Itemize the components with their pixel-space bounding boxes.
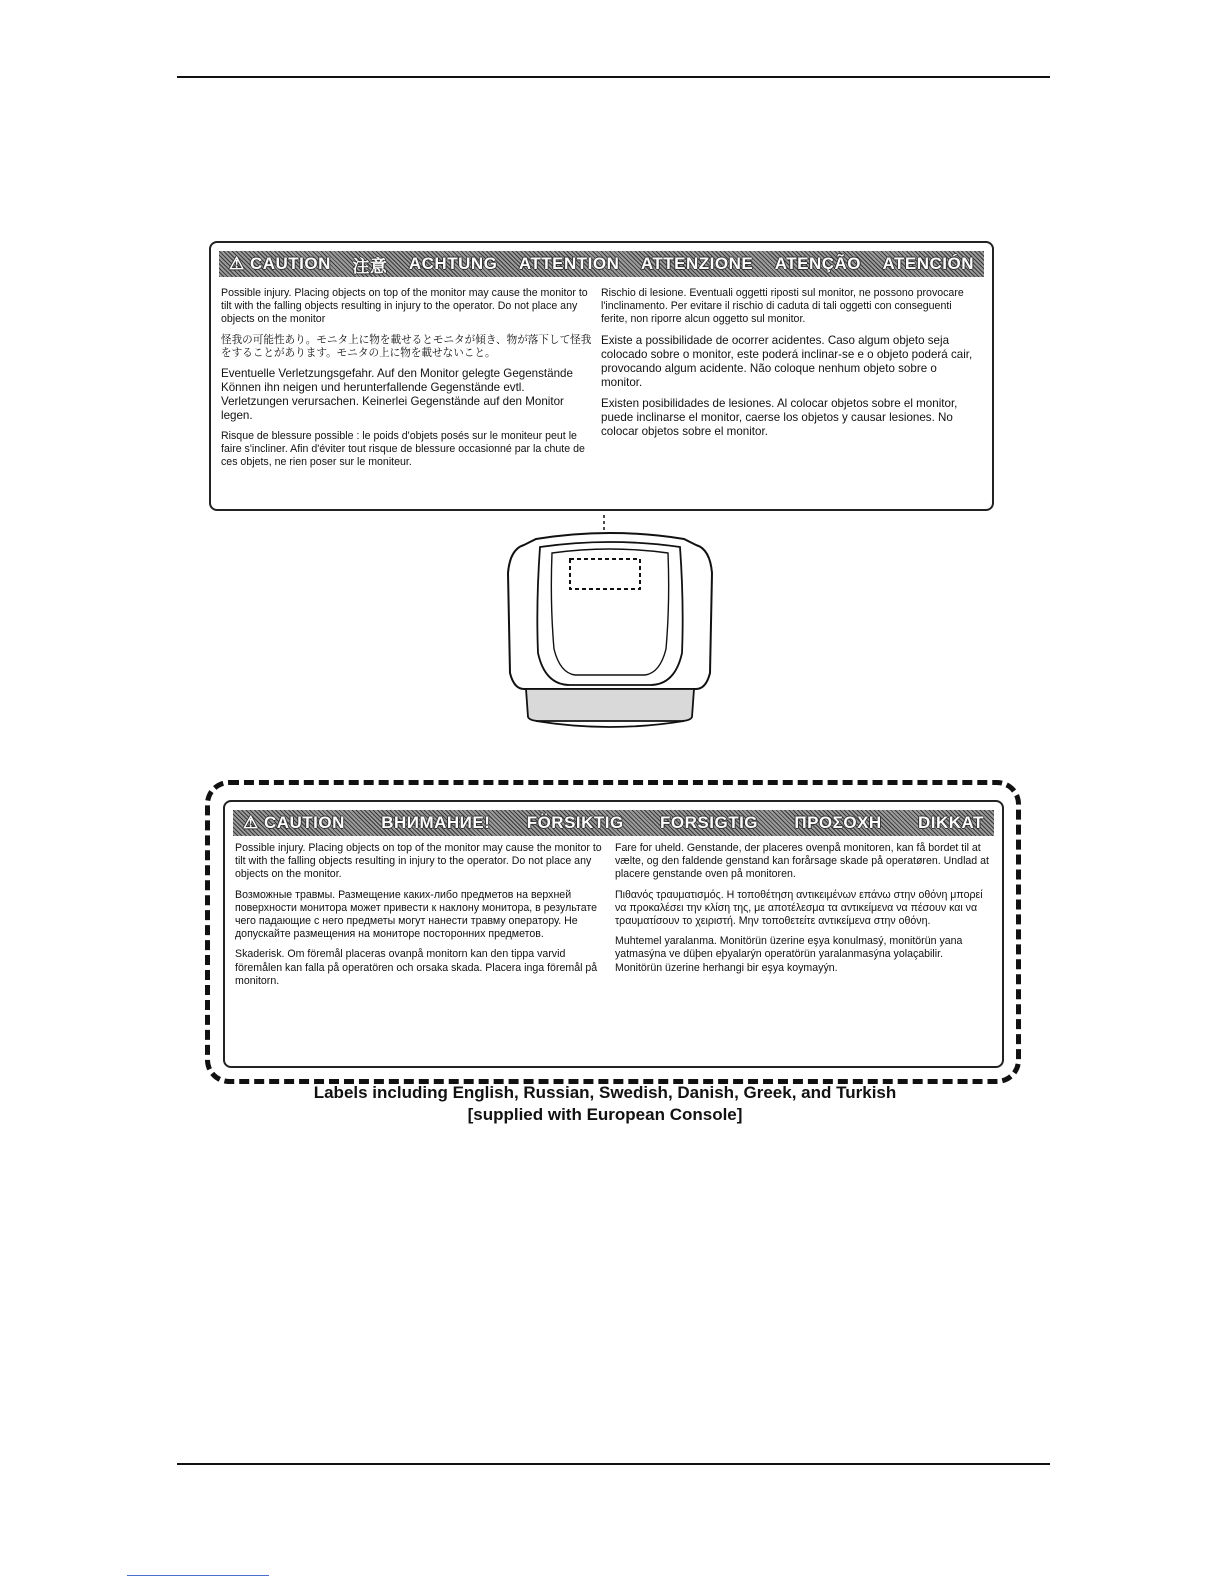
figure-caption-line2: [supplied with European Console]	[467, 1105, 743, 1124]
footer-link-underline	[127, 1575, 269, 1576]
caution-banner	[233, 810, 994, 836]
banner-word: ACHTUNG	[408, 254, 498, 273]
header-rule	[177, 76, 1050, 78]
banner-word: ⚠ CAUTION	[229, 254, 331, 273]
warning-text-german: Eventuelle Verletzungsgefahr. Auf den Monitor gelegte Gegenstände Können ihn neigen und herunterfallende Gegenstände evtl. Verletzungen verursachen. Keinerlei Gegenstände auf den Monitor legen.	[221, 367, 573, 423]
label-column-right	[615, 842, 993, 982]
warning-text-french: Risque de blessure possible : le poids d'objets posés sur le moniteur peut le faire s'incliner. Afin d'éviter tout risque de blessure occasionné par la chute de ces objets, ne rien poser sur le moniteur.	[221, 430, 585, 469]
banner-word: ATTENZIONE	[640, 254, 754, 273]
caution-label-european	[223, 800, 1004, 1068]
warning-text-english: Possible injury. Placing objects on top of the monitor may cause the monitor to tilt with the falling objects resulting in injury to the operator. Do not place any objects on the monitor	[221, 287, 588, 326]
banner-word: ВНИМАНИЕ!	[381, 813, 491, 832]
warning-text-russian: Возможные травмы. Размещение каких-либо предметов на верхней поверхности монитора может привести к наклону монитора, в результате чего падающие с него предметы могут нанести травму оператору. Не допускайте размещения на мониторе посторонних предметов.	[235, 888, 597, 941]
banner-word: ATENÇÃO	[774, 254, 861, 273]
warning-text-turkish: Muhtemel yaralanma. Monitörün üzerine eşya konulmasý, monitörün yana yatmasýna ve düþen eþyalarýn operatörün yaralanmasýna yolaçabilir. Monitörün üzerine herhangi bir eşya koymayýn.	[615, 935, 963, 974]
warning-text-italian: Rischio di lesione. Eventuali oggetti riposti sul monitor, ne possono provocare l'inclinamento. Per evitare il rischio di caduta di tali oggetti con conseguenti ferite, non riporre alcun oggetto sul monitor.	[601, 287, 964, 326]
warning-text-portuguese: Existe a possibilidade de ocorrer acidentes. Caso algum objeto seja colocado sobre o monitor, este poderá inclinar-se e o objeto poderá cair, provocando algum acidente. Não coloque nenhum objeto sobre o monitor.	[601, 333, 973, 389]
caution-label-primary	[209, 241, 994, 511]
banner-word: ATENCIÓN	[882, 254, 974, 273]
warning-text-swedish: Skaderisk. Om föremål placeras ovanpå monitorn kan den tippa varvid föremålen kan falla på operatören och orsaka skada. Placera inga föremål på monitorn.	[235, 948, 598, 987]
warning-text-japanese: 怪我の可能性あり。モニタ上に物を載せるとモニタが傾き、物が落下して怪我をすることがあります。モニタの上に物を載せないこと。	[221, 333, 592, 359]
banner-word: ⚠ CAUTION	[243, 813, 345, 832]
banner-word: FÖRSIKTIG	[526, 813, 624, 832]
label-column-right	[601, 287, 981, 446]
monitor-illustration	[500, 513, 720, 751]
warning-text-greek: Πιθανός τραυματισμός. Η τοποθέτηση αντικειμένων επάνω στην οθόνη μπορεί να προκαλέσει την κλίση της, με αποτέλεσμα τα αντικείμενα να πέσουν και να τραυματίσουν το χειριστή. Μην τοποθετείτε αντικείμενα στην οθόνη.	[615, 888, 983, 928]
label-column-left	[221, 287, 593, 477]
banner-word: 注意	[352, 256, 388, 276]
footer-rule	[177, 1463, 1050, 1465]
banner-word: ATTENTION	[518, 254, 620, 273]
figure-caption-line1: Labels including English, Russian, Swedish, Danish, Greek, and Turkish	[313, 1083, 897, 1102]
warning-text-danish: Fare for uheld. Genstande, der placeres ovenpå monitoren, kan få bordet til at vælte, og den faldende genstand kan forårsage skade på operatøren. Undlad at placere genstande oven på monitoren.	[615, 842, 989, 881]
warning-text-spanish: Existen posibilidades de lesiones. Al colocar objetos sobre el monitor, puede inclinarse el monitor, caerse los objetos y causar lesiones. No colocar objetos sobre el monitor.	[601, 396, 958, 438]
caution-banner	[219, 251, 984, 277]
warning-text-english: Possible injury. Placing objects on top of the monitor may cause the monitor to tilt with the falling objects resulting in injury to the operator. Do not place any objects on the monitor.	[235, 842, 602, 881]
banner-word: ΠΡΟΣΟΧΗ	[794, 813, 882, 832]
banner-word: DIKKAT	[917, 813, 984, 832]
label-column-left	[235, 842, 607, 995]
banner-word: FORSIGTIG	[660, 813, 759, 832]
